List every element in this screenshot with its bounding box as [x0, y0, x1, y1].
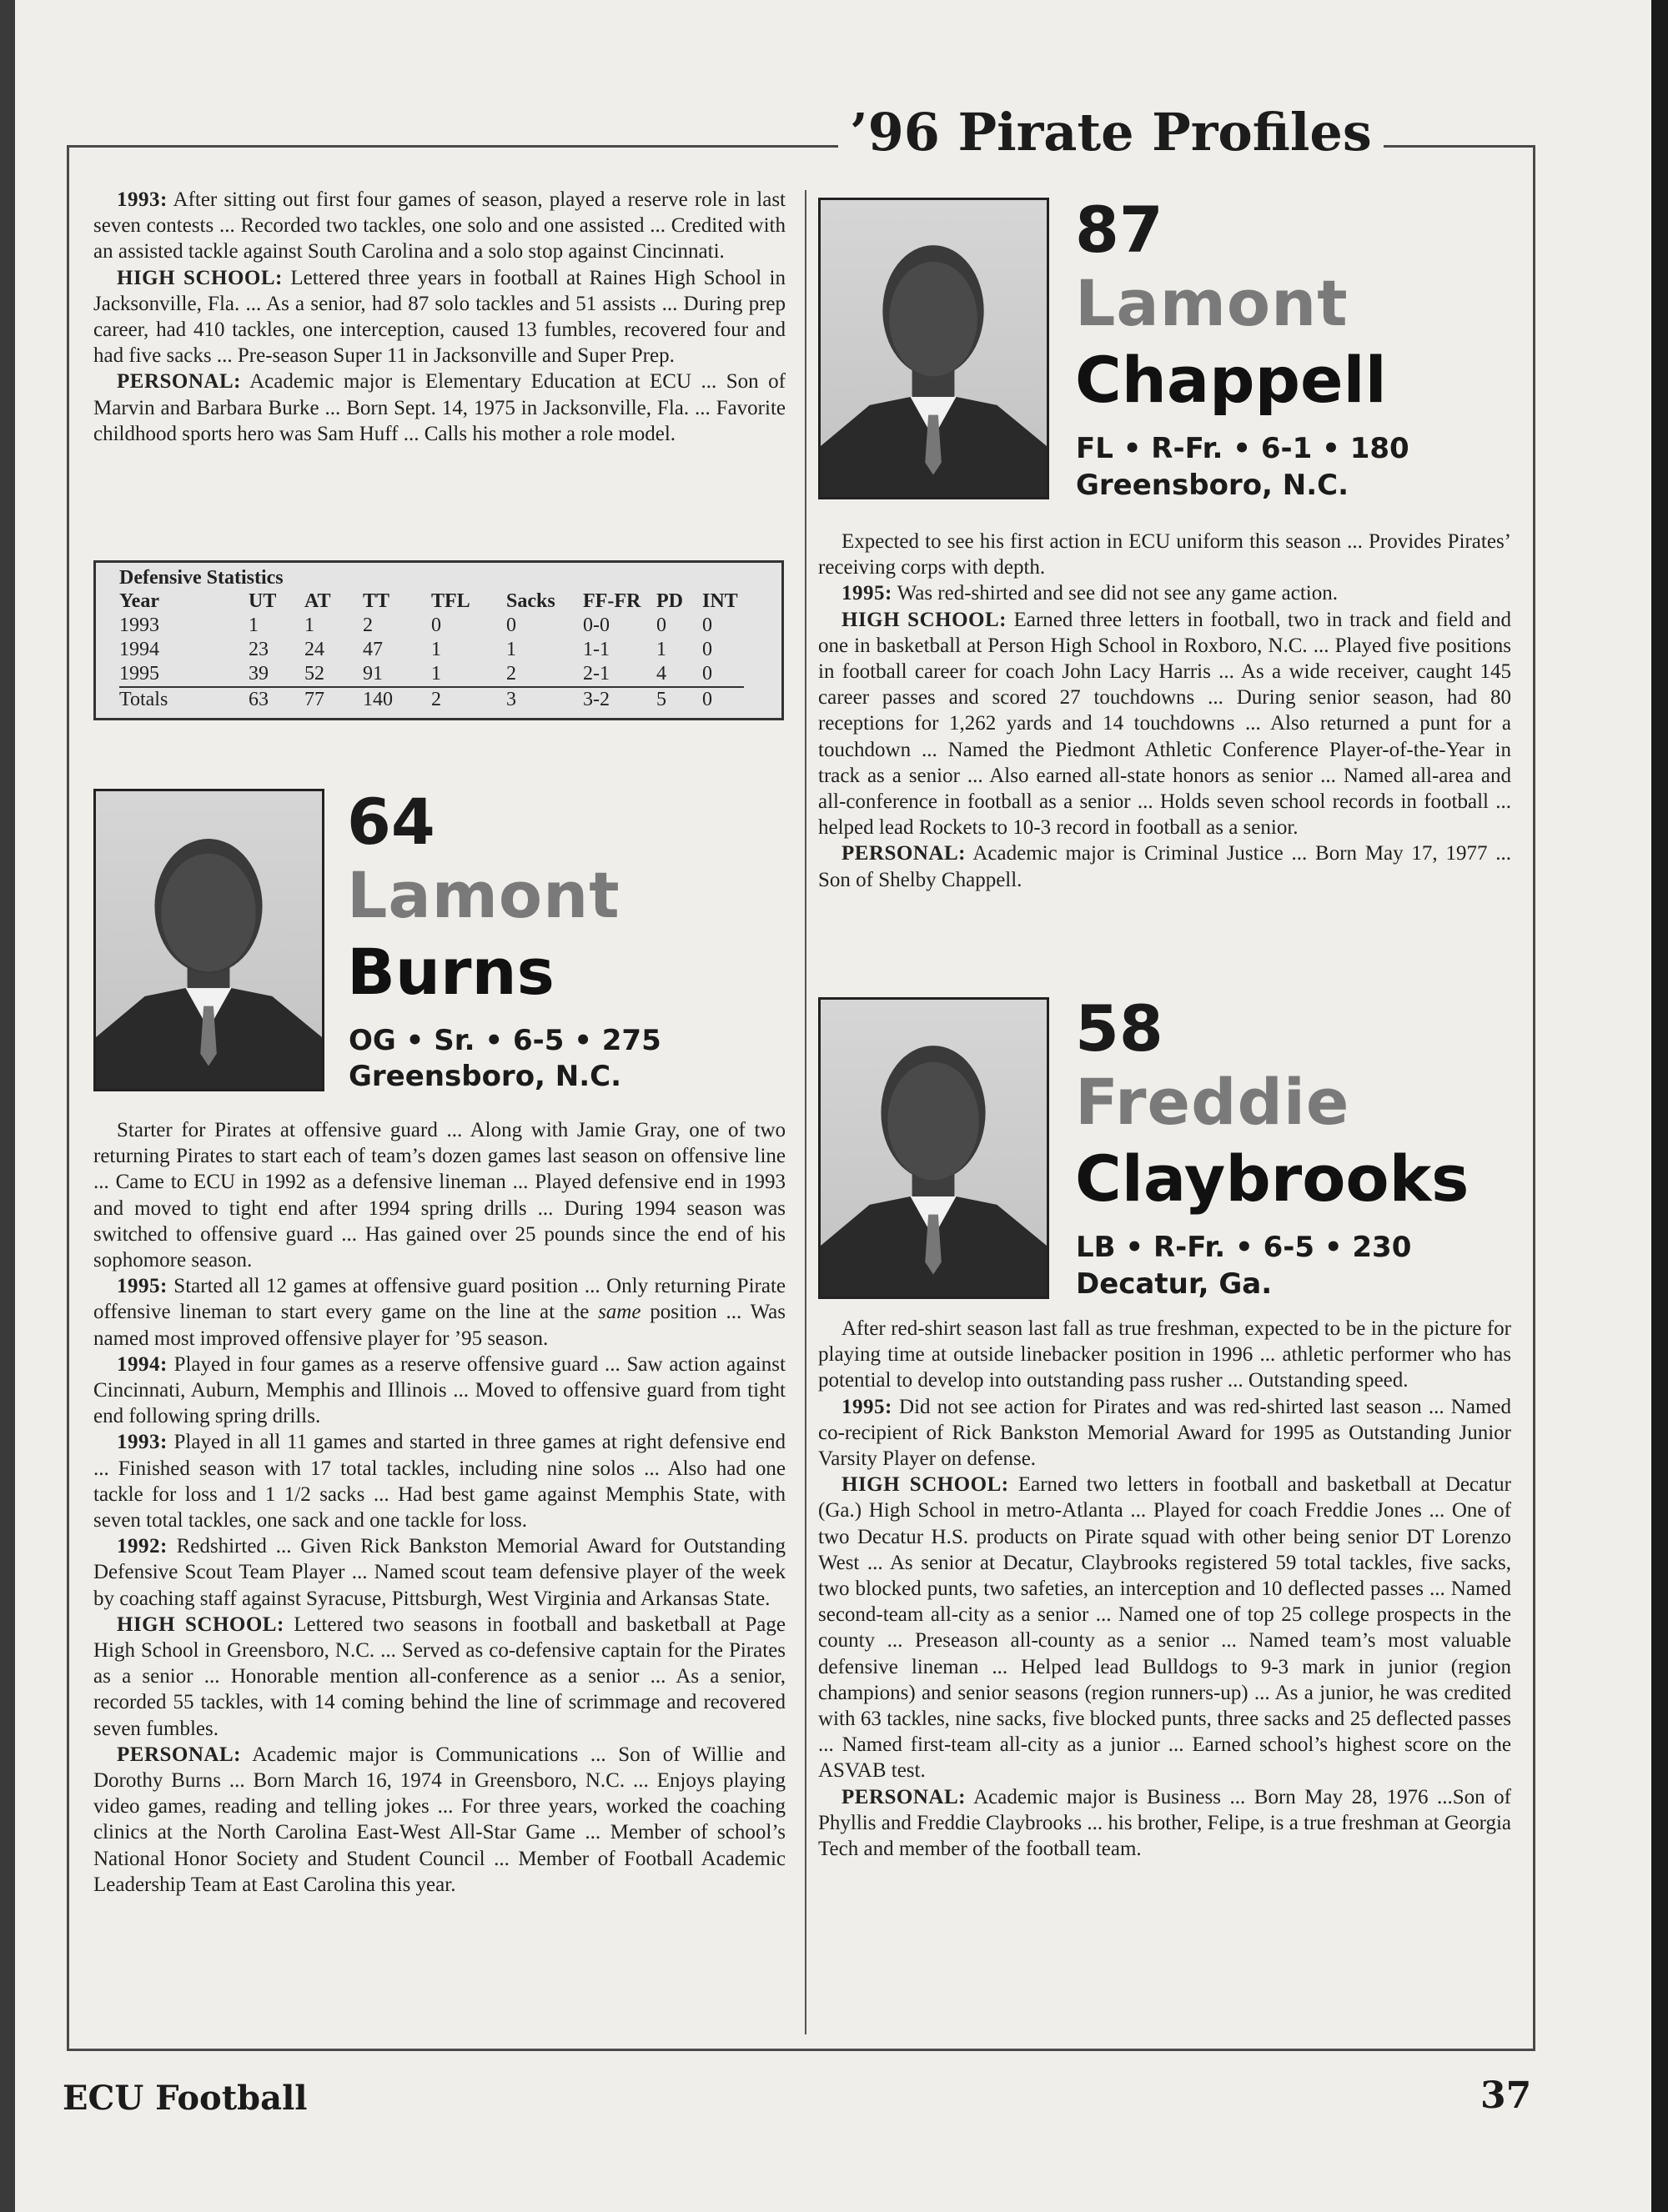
- stats-row: 1995 39 52 91 1 2 2-1 4 0: [119, 662, 744, 687]
- claybrooks-hometown: Decatur, Ga.: [1076, 1267, 1273, 1301]
- claybrooks-bio: After red-shirt season last fall as true freshman, expected to be in the picture for playing time at outside linebacker position in 1996 ... athletic performer who has potential to develop into outstanding pass rusher ... Outstanding speed. 1995: Did not see action for Pirates and was red-shirted last season ... Named co-recipient of Rick Bankston Memorial Award for 1995 as Outstanding Junior Varsity Player on defense. HIGH SCHOOL: Earned two letters in football and basketball at Decatur (Ga.) High School in metro-Atlanta ... Played for coach Freddie Jones ... One of two Decatur H.S. products on Pirate squad with other being senior DT Lorenzo West ... As senior at Decatur, Claybrooks registered 59 total tackles, five sacks, two blocked punts, two safeties, an interception and 10 deflected passes ... Named second-team all-city as a senior ... Named one of top 25 college prospects in the county ... Preseason all-county as a senior ... Named team’s most valuable defensive lineman ... Helped lead Bulldogs to 9-3 mark in junior (region champions) and senior seasons (region runners-up) ... As a junior, he was credited with 63 tackles, nine sacks, five blocked punts, three sacks and 25 deflected passes ... Named first-team all-city as a junior ... Earned school’s highest score on the ASVAB test. PERSONAL: Academic major is Business ... Born May 28, 1976 ...Son of Phyllis and Freddie Claybrooks ... his brother, Felipe, is a true freshman at Georgia Tech and member of the football team.: [818, 1317, 1511, 1861]
- chappell-number: 87: [1075, 193, 1163, 267]
- stats-row: 1994 23 24 47 1 1 1-1 1 0: [119, 639, 712, 660]
- burns-photo: [93, 789, 324, 1091]
- claybrooks-first-name: Freddie: [1075, 1065, 1350, 1139]
- burns-bio: Starter for Pirates at offensive guard ... Along with Jamie Gray, one of two returning Pirates to start each of team’s dozen games last season on offensive line ... Came to ECU in 1992 as a defensive lineman ... Played defensive end in 1993 and moved to tight end after 1994 spring drills ... During 1994 season was switched to offensive guard ... Has gained over 25 pounds since the end of his sophomore season. 1995: Started all 12 games at offensive guard position ... Only returning Pirate offensive lineman to start every game on the line at the same position ... Was named most improved offensive player for ’95 season. 1994: Played in four games as a reserve offensive guard ... Saw action against Cincinnati, Auburn, Memphis and Illinois ... Moved to offensive guard from tight end following spring drills. 1993: Played in all 11 games and started in three games at right defensive end ... Finished season with 17 total tackles, including nine solos ... Also had one tackle for loss and 1 1/2 sacks ... Had best game against Memphis State, with seven total tackles, one sack and one tackle for loss. 1992: Redshirted ... Given Rick Bankston Memorial Award for Outstanding Defensive Scout Team Player ... Named scout team defensive player of the week by coaching staff against Syracuse, Pittsburgh, West Virginia and Arkansas State. HIGH SCHOOL: Lettered two seasons in football and basketball at Page High School in Greensboro, N.C. ... Served as co-defensive captain for the Pirates as a senior ... Honorable mention all-conference as a senior ... As a senior, recorded 55 tackles, with 14 coming behind the line of scrimmage and recovered seven fumbles. PERSONAL: Academic major is Communications ... Son of Willie and Dorothy Burns ... Born March 16, 1974 in Greensboro, N.C. ... Enjoys playing video games, reading and telling jokes ... For three years, worked the coaching clinics at the North Carolina East-West All-Star Game ... Member of school’s National Honor Society and Student Council ... Member of Football Academic Leadership Team at East Carolina this year.: [93, 1119, 786, 1896]
- claybrooks-last-name: Claybrooks: [1075, 1141, 1470, 1216]
- burke-bio: 1993: After sitting out first four games of season, played a reserve role in last seven contests ... Recorded two tackles, one solo and one assisted ... Credited with an assisted tackle against South Carolina and a solo stop against Cincinnati. HIGH SCHOOL: Lettered three years in football at Raines High School in Jacksonville, Fla. ... As a senior, had 87 solo tackles and 51 assists ... During prep career, had 410 tackles, one interception, caused 13 fumbles, recovered four and had five sacks ... Pre-season Super 11 in Jacksonville and Super Prep. PERSONAL: Academic major is Elementary Education at ECU ... Son of Marvin and Barbara Burke ... Born Sept. 14, 1975 in Jacksonville, Fla. ... Favorite childhood sports hero was Sam Huff ... Calls his mother a role model.: [93, 188, 786, 445]
- chappell-photo: [818, 198, 1049, 499]
- burns-first-name: Lamont: [347, 858, 620, 932]
- chappell-hometown: Greensboro, N.C.: [1076, 469, 1349, 502]
- claybrooks-photo: [818, 997, 1049, 1299]
- chappell-stat-line: FL • R-Fr. • 6-1 • 180: [1076, 432, 1409, 465]
- stats-table: [119, 589, 744, 712]
- binding-edge: [0, 0, 15, 2212]
- defensive-stats-box: [93, 560, 784, 720]
- footer-publication: ECU Football: [63, 2079, 308, 2118]
- claybrooks-stat-line: LB • R-Fr. • 6-5 • 230: [1076, 1231, 1412, 1264]
- player-portrait-icon: [821, 200, 1047, 497]
- chappell-last-name: Chappell: [1075, 343, 1387, 417]
- page-title: ’96 Pirate Profiles: [838, 107, 1384, 158]
- stats-header-row: Year UT AT TT TFL Sacks FF-FR PD INT: [119, 590, 738, 612]
- burns-last-name: Burns: [347, 935, 555, 1009]
- column-divider: [805, 190, 806, 2034]
- burns-hometown: Greensboro, N.C.: [349, 1060, 622, 1093]
- claybrooks-number: 58: [1075, 991, 1163, 1066]
- chappell-first-name: Lamont: [1075, 266, 1349, 340]
- stats-totals-row: Totals 63 77 140 2 3 3-2 5 0: [119, 689, 712, 710]
- player-portrait-icon: [96, 791, 322, 1089]
- burns-number: 64: [347, 785, 435, 859]
- chappell-bio: Expected to see his first action in ECU uniform this season ... Provides Pirates’ receiving corps with depth. 1995: Was red-shirted and see did not see any game action. HIGH SCHOOL: Earned three letters in football, two in track and field and one in basketball at Person High School in Roxboro, N.C. ... Played five positions in football career for coach John Lacy Harris ... As a wide receiver, caught 145 career passes and scored 27 touchdowns ... During senior season, had 80 receptions for 1,262 yards and 14 touchdowns ... Also returned a punt for a touchdown ... Named the Piedmont Athletic Conference Player-of-the-Year in track as a senior ... Also earned all-state honors as senior ... Named all-area and all-conference in football as a senior ... Holds seven school records in football ... helped lead Rockets to 10-3 record in football as a senior. PERSONAL: Academic major is Criminal Justice ... Born May 17, 1977 ... Son of Shelby Chappell.: [818, 530, 1511, 891]
- stats-row: 1993 1 1 2 0 0 0-0 0 0: [119, 614, 712, 636]
- player-portrait-icon: [821, 1000, 1047, 1297]
- page-number: 37: [1480, 2074, 1532, 2117]
- burns-stat-line: OG • Sr. • 6-5 • 275: [349, 1024, 661, 1057]
- stats-title: Defensive Statistics: [119, 567, 284, 589]
